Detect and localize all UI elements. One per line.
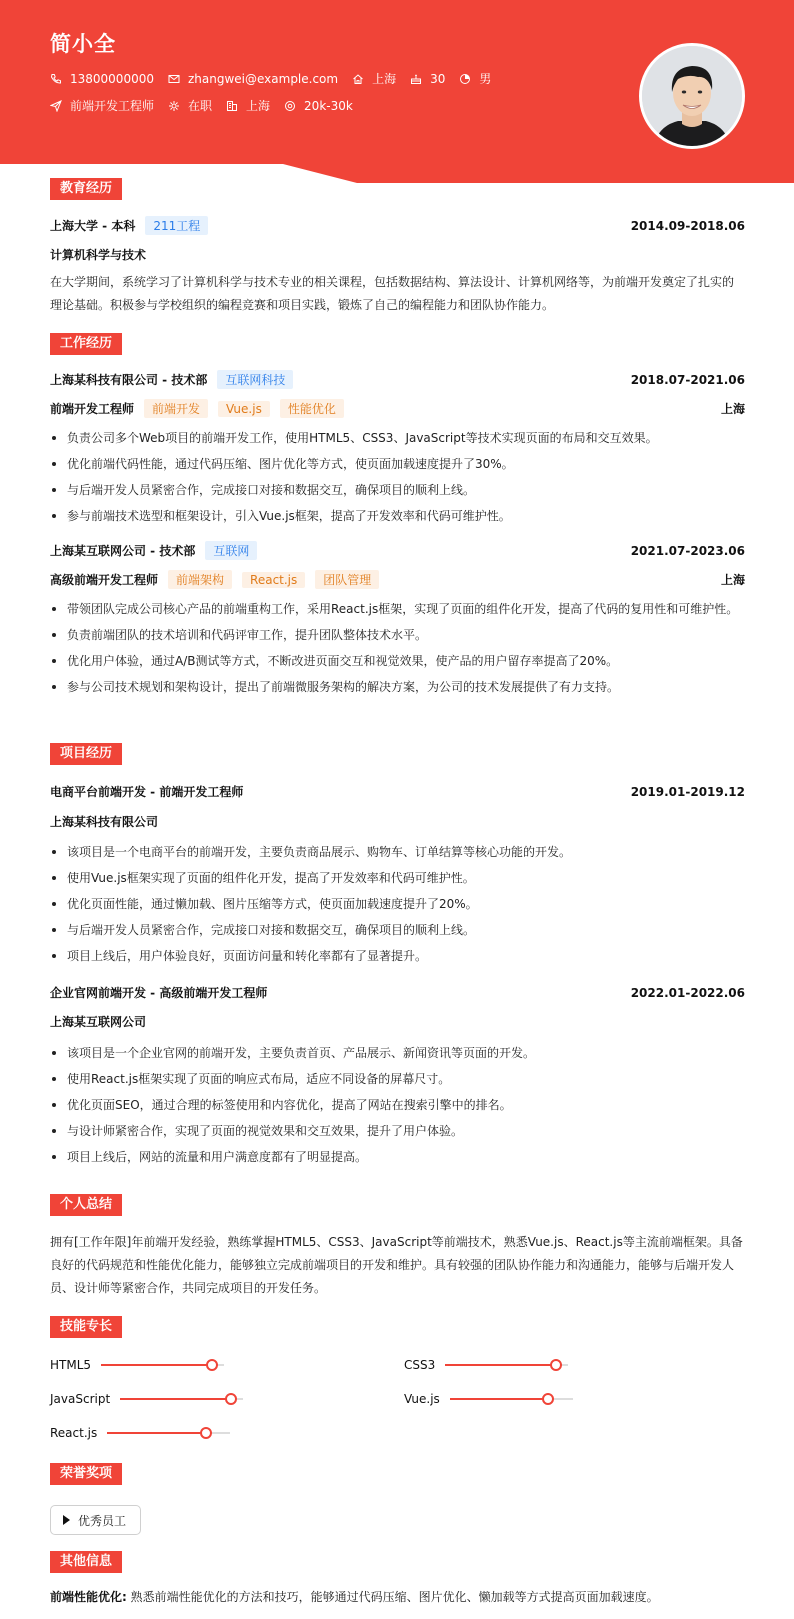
summary-text: 拥有[工作年限]年前端开发经验，熟练掌握HTML5、CSS3、JavaScript等前端技术，熟悉Vue.js、React.js等主流前端框架。具备良好的代码规范和性能优化能力，能够独立完成前端项目的开发和维护。具有较强的团队协作能力和沟通能力，能够与后端开发人员、设计师等紧密合作，共同完成项目的开发任务。 [50, 1235, 743, 1295]
education-description: 在大学期间，系统学习了计算机科学与技术专业的相关课程，包括数据结构、算法设计、计算机网络等，为前端开发奠定了扎实的理论基础。积极参与学校组织的编程竞赛和项目实践，锻炼了自己的编程能力和团队协作能力。 [50, 275, 735, 312]
skill-knob[interactable] [550, 1359, 562, 1371]
salary-text: 20k-30k [304, 98, 353, 113]
list-item: 与后端开发人员紧密合作，完成接口对接和数据交互，确保项目的顺利上线。 [50, 921, 745, 947]
section-summary [50, 1194, 745, 1216]
skill-track [101, 1364, 224, 1366]
city-item [226, 97, 270, 114]
work-2-position-row [50, 570, 745, 589]
status-text: 在职 [188, 99, 213, 113]
skill-name: React.js [50, 1426, 98, 1440]
section-title-projects: 项目经历 [50, 743, 122, 765]
project-period: 2019.01-2019.12 [630, 784, 745, 799]
section-divider [50, 754, 745, 755]
list-item: 项目上线后，网站的流量和用户满意度都有了明显提高。 [50, 1148, 745, 1174]
cake-icon [410, 73, 422, 85]
location-item [352, 70, 396, 87]
skill-name: CSS3 [404, 1358, 436, 1372]
play-icon [63, 1515, 70, 1525]
work-period: 2021.07-2023.06 [630, 543, 745, 558]
skill-fill [445, 1364, 556, 1366]
list-item: 使用Vue.js框架实现了页面的组件化开发，提高了开发效率和代码可维护性。 [50, 869, 745, 895]
list-item: 优化页面SEO，通过合理的标签使用和内容优化，提高了网站在搜索引擎中的排名。 [50, 1096, 745, 1122]
resume-header [0, 0, 794, 183]
candidate-name: 简小全 [50, 32, 116, 56]
list-item: 与后端开发人员紧密合作，完成接口对接和数据交互，确保项目的顺利上线。 [50, 481, 745, 507]
work-industry-tag: 互联网科技 [217, 370, 293, 389]
skill-fill [120, 1398, 231, 1400]
list-item: 带领团队完成公司核心产品的前端重构工作，采用React.js框架，实现了页面的组件化开发，提高了代码的复用性和可维护性。 [50, 600, 745, 626]
skill-name: Vue.js [404, 1392, 440, 1406]
section-education [50, 178, 745, 200]
work-2-bullets [50, 600, 745, 704]
skill-track [450, 1398, 573, 1400]
section-title-summary: 个人总结 [50, 1194, 122, 1216]
other-info [50, 1588, 659, 1605]
list-item: 优化页面性能，通过懒加载、图片压缩等方式，使页面加载速度提升了20%。 [50, 895, 745, 921]
section-divider [50, 1474, 745, 1475]
work-1-bullets [50, 429, 745, 533]
work-location: 上海 [720, 573, 745, 587]
education-major-row [50, 246, 745, 263]
phone-item [50, 72, 154, 86]
project-company: 上海某互联网公司 [50, 1015, 147, 1029]
work-1-position-row [50, 399, 745, 418]
list-item: 与设计师紧密合作，实现了页面的视觉效果和交互效果，提升了用户体验。 [50, 1122, 745, 1148]
location-text: 上海 [372, 72, 397, 86]
salary-item [284, 99, 353, 113]
section-divider [50, 344, 745, 345]
work-location: 上海 [720, 402, 745, 416]
list-item: 负责前端团队的技术培训和代码评审工作，提升团队整体技术水平。 [50, 626, 745, 652]
city-text: 上海 [246, 99, 271, 113]
list-item: 参与前端技术选型和框架设计，引入Vue.js框架，提高了开发效率和代码可维护性。 [50, 507, 745, 533]
work-skill-tag: 前端架构 [168, 570, 232, 589]
skill-knob[interactable] [200, 1427, 212, 1439]
list-item: 该项目是一个企业官网的前端开发，主要负责首页、产品展示、新闻资讯等页面的开发。 [50, 1044, 745, 1070]
section-title-awards: 荣誉奖项 [50, 1463, 122, 1485]
gender-icon [459, 73, 471, 85]
section-skills [50, 1316, 745, 1338]
work-skill-tag: 前端开发 [144, 399, 208, 418]
skill-name: JavaScript [50, 1392, 111, 1406]
skill-fill [450, 1398, 548, 1400]
skill-track [120, 1398, 243, 1400]
skill-item [404, 1358, 568, 1372]
skill-item [50, 1426, 230, 1440]
send-icon [50, 100, 62, 112]
education-school: 上海大学 - 本科 [50, 219, 136, 233]
work-company: 上海某科技有限公司 - 技术部 [50, 373, 208, 387]
skill-fill [101, 1364, 212, 1366]
home-icon [352, 73, 364, 85]
award-label: 优秀员工 [78, 1513, 127, 1528]
work-1-header [50, 370, 745, 389]
phone-text: 13800000000 [70, 71, 154, 86]
skill-track [107, 1432, 230, 1434]
email-item [168, 72, 338, 86]
project-period: 2022.01-2022.06 [630, 985, 745, 1000]
project-2-bullets [50, 1044, 745, 1174]
education-header [50, 216, 745, 235]
other-text: 熟悉前端性能优化的方法和技巧，能够通过代码压缩、图片优化、懒加载等方式提高页面加载速度。 [130, 1590, 659, 1604]
work-skill-tag: Vue.js [218, 401, 270, 417]
age-text: 30 [430, 71, 446, 86]
coin-icon [284, 100, 296, 112]
work-skill-tag: 性能优化 [280, 399, 344, 418]
gender-text: 男 [479, 72, 492, 86]
skill-name: HTML5 [50, 1358, 92, 1372]
project-1-header [50, 783, 745, 800]
project-company: 上海某科技有限公司 [50, 815, 159, 829]
skill-item [50, 1358, 224, 1372]
section-awards [50, 1463, 745, 1485]
list-item: 负责公司多个Web项目的前端开发工作，使用HTML5、CSS3、JavaScript等技术实现页面的布局和交互效果。 [50, 429, 745, 455]
list-item: 优化前端代码性能，通过代码压缩、图片优化等方式，使页面加载速度提升了30%。 [50, 455, 745, 481]
project-title: 企业官网前端开发 - 高级前端开发工程师 [50, 986, 268, 1000]
work-position: 高级前端开发工程师 [50, 573, 159, 587]
section-divider [50, 1327, 745, 1328]
project-1-bullets [50, 843, 745, 973]
work-skill-tag: React.js [242, 572, 305, 588]
phone-icon [50, 73, 62, 85]
project-1-company-row [50, 813, 745, 830]
work-industry-tag: 互联网 [205, 541, 257, 560]
section-title-work: 工作经历 [50, 333, 122, 355]
section-title-skills: 技能专长 [50, 1316, 122, 1338]
project-2-header [50, 984, 745, 1001]
section-title-education: 教育经历 [50, 178, 122, 200]
section-projects [50, 743, 745, 765]
section-divider [50, 189, 745, 190]
section-divider [50, 1562, 745, 1563]
skill-item [404, 1392, 573, 1406]
work-2-header [50, 541, 745, 560]
list-item: 参与公司技术规划和架构设计，提出了前端微服务架构的解决方案，为公司的技术发展提供了有力支持。 [50, 678, 745, 704]
skill-fill [107, 1432, 205, 1434]
job-title-item [50, 97, 154, 114]
section-divider [50, 1205, 745, 1206]
section-title-other: 其他信息 [50, 1551, 122, 1573]
age-item [410, 72, 445, 86]
work-position: 前端开发工程师 [50, 402, 135, 416]
gear-icon [168, 100, 180, 112]
list-item: 优化用户体验，通过A/B测试等方式，不断改进页面交互和视觉效果，使产品的用户留存率提高了20%。 [50, 652, 745, 678]
job-row [50, 97, 367, 114]
contact-row [50, 70, 505, 87]
education-period: 2014.09-2018.06 [630, 218, 745, 233]
status-item [168, 97, 212, 114]
skill-track [445, 1364, 568, 1366]
mail-icon [168, 73, 180, 85]
building-icon [226, 100, 238, 112]
project-title: 电商平台前端开发 - 前端开发工程师 [50, 785, 244, 799]
job-title-text: 前端开发工程师 [70, 99, 155, 113]
avatar-portrait [642, 46, 742, 146]
education-major: 计算机科学与技术 [50, 248, 147, 262]
work-company: 上海某互联网公司 - 技术部 [50, 544, 196, 558]
work-period: 2018.07-2021.06 [630, 372, 745, 387]
list-item: 使用React.js框架实现了页面的响应式布局，适应不同设备的屏幕尺寸。 [50, 1070, 745, 1096]
work-skill-tag: 团队管理 [315, 570, 379, 589]
skill-knob[interactable] [542, 1393, 554, 1405]
other-label: 前端性能优化: [50, 1590, 127, 1604]
email-text: zhangwei@example.com [187, 71, 339, 86]
gender-item [459, 70, 491, 87]
list-item: 该项目是一个电商平台的前端开发，主要负责商品展示、购物车、订单结算等核心功能的开发。 [50, 843, 745, 869]
avatar [639, 43, 745, 149]
skill-knob[interactable] [206, 1359, 218, 1371]
section-other [50, 1551, 745, 1573]
skill-knob[interactable] [225, 1393, 237, 1405]
list-item: 项目上线后，用户体验良好，页面访问量和转化率都有了显著提升。 [50, 947, 745, 973]
section-work [50, 333, 745, 355]
skill-item [50, 1392, 243, 1406]
project-2-company-row [50, 1013, 745, 1030]
education-tag: 211工程 [145, 216, 208, 235]
award-item[interactable] [50, 1505, 141, 1535]
